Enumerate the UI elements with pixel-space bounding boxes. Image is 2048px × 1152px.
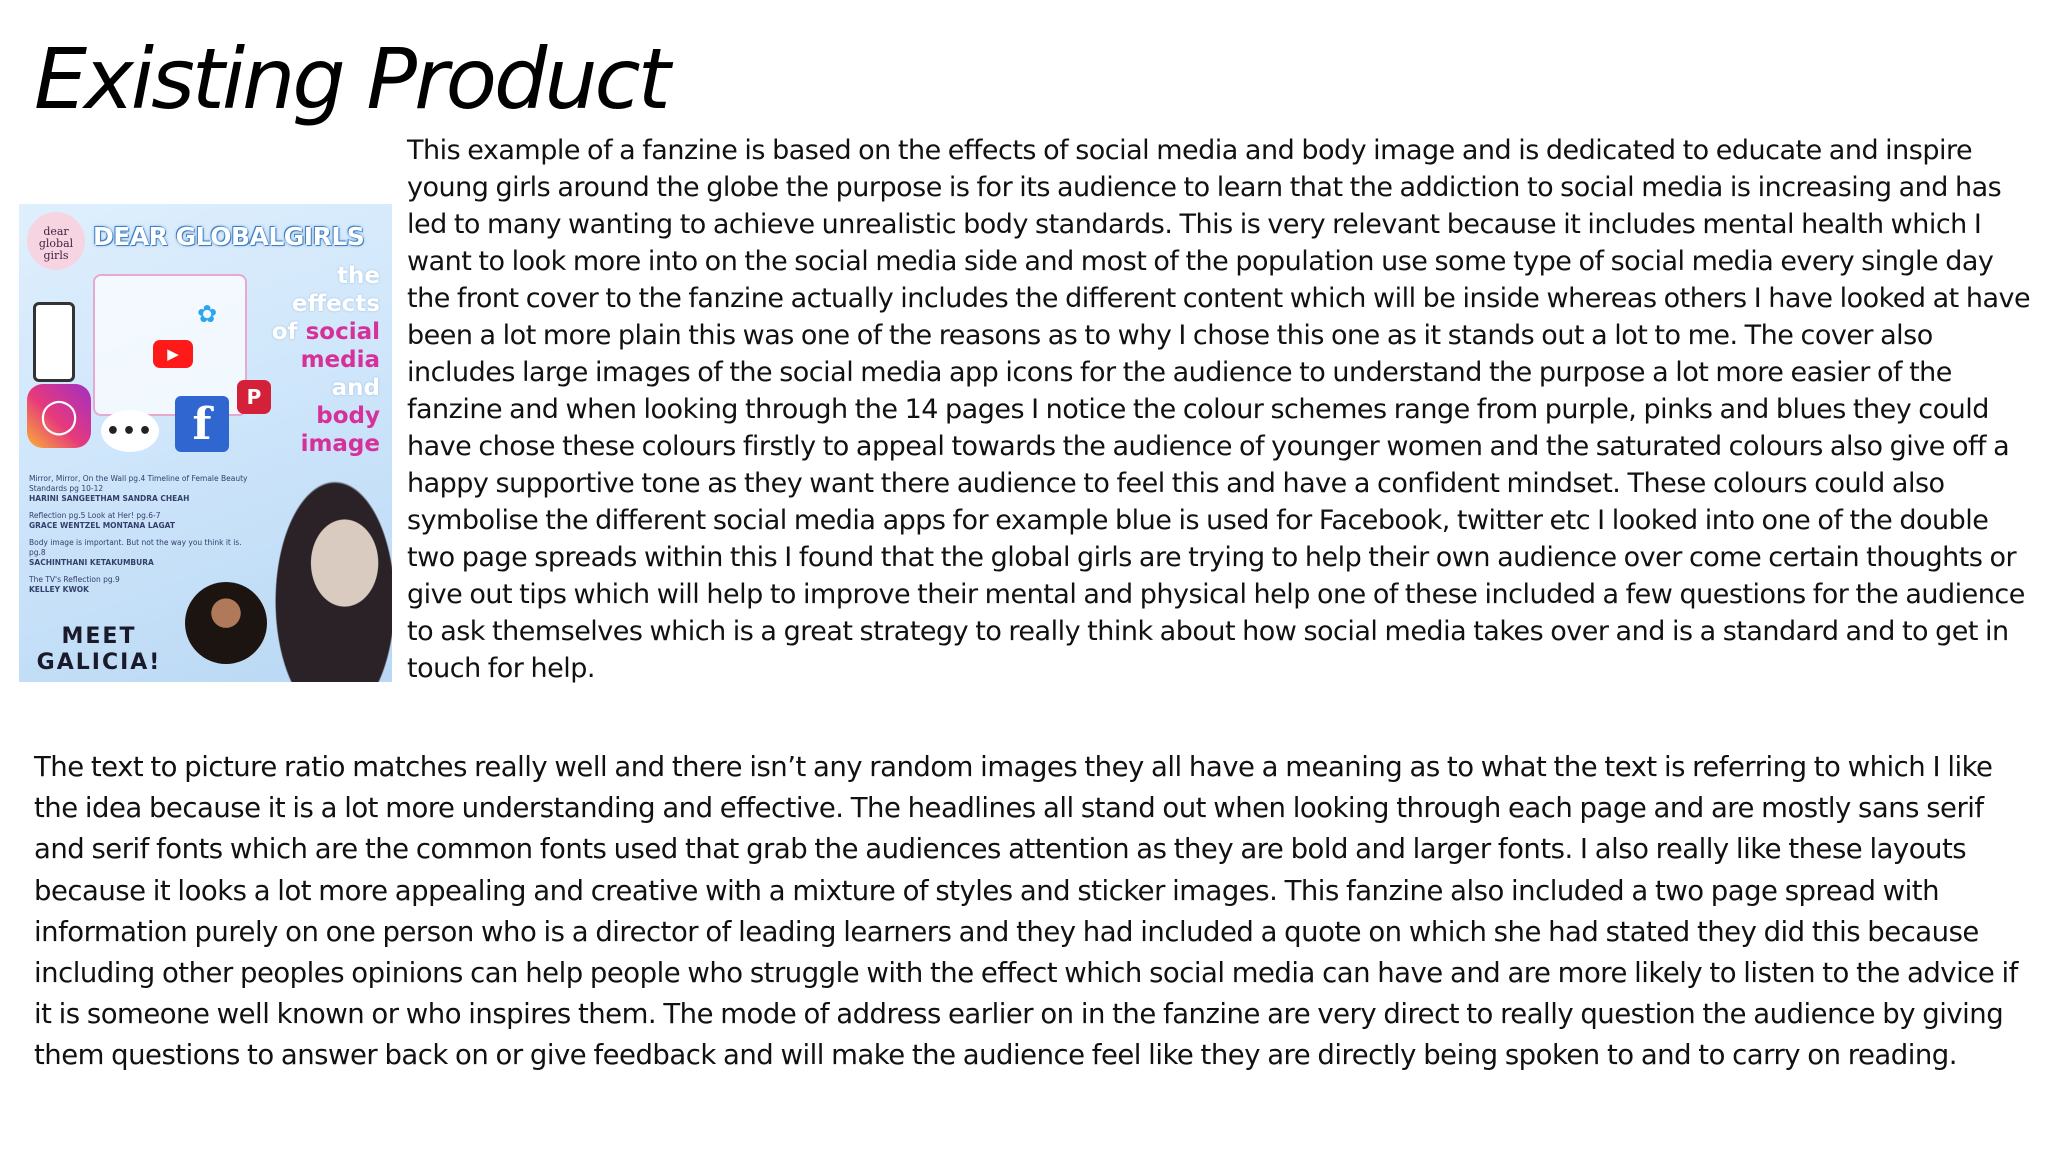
youtube-icon: ▶ bbox=[153, 340, 193, 368]
twitter-icon: ✿ bbox=[196, 300, 218, 328]
phone-icon bbox=[33, 302, 75, 382]
meet-galicia-label: MEET GALICIA! bbox=[36, 624, 162, 675]
fanzine-contents: Mirror, Mirror, On the Wall pg.4 Timeline of Female Beauty Standards pg 10-12 HARINI SANGEETHAM SANDRA CHEAH Reflection pg.5 Look at Her! pg.6-7 GRACE WENTZEL MONTANA LAGAT Body image is important. But not the way you think it is. pg.8 SACHINTHANI KETAKUMBURA The TV's Reflection pg.9 KELLEY KWOK bbox=[29, 474, 248, 594]
analysis-paragraph: The text to picture ratio matches really well and there isn’t any random images they all have a meaning as to what the text is referring to which I like the idea because it is a lot more understanding and effective. The headlines all stand out when looking through each page and are mostly sans serif and serif fonts which are the common fonts used that grab the audiences attention as they are bold and larger fonts. I also really like these layouts because it looks a lot more appealing and creative with a mixture of styles and sticker images. This fanzine also included a two page spread with information purely on one person who is a director of leading learners and they had included a quote on which she had stated they did this because including other peoples opinions can help people who struggle with the effect which social media can have and are more likely to listen to the advice if it is someone well known or who inspires them. The mode of address earlier on in the fanzine are very direct to really question the audience by giving them questions to answer back on or give feedback and will make the audience feel like they are directly being spoken to and to carry on reading. bbox=[34, 751, 2018, 1072]
fanzine-title: DEAR GLOBALGIRLS bbox=[93, 222, 365, 251]
instagram-icon: ◯ bbox=[27, 384, 91, 448]
more-dots-icon: ••• bbox=[101, 410, 159, 452]
facebook-icon: f bbox=[175, 396, 229, 452]
fanzine-subtitle: the effects of social media and body image bbox=[271, 263, 380, 457]
pinterest-icon: P bbox=[237, 380, 271, 414]
fanzine-cover-image bbox=[19, 204, 392, 682]
intro-paragraph: This example of a fanzine is based on the effects of social media and body image and is dedicated to educate and inspire young girls around the globe the purpose is for its audience to learn that the addiction to social media is increasing and has led to many wanting to achieve unrealistic body standards. This is very relevant because it includes mental health which I want to look more into on the social media side and most of the population use some type of social media every single day the front cover to the fanzine actually includes the different content which will be inside whereas others I have looked at have been a lot more plain this was one of the reasons as to why I chose this one as it stands out a lot to me. The cover also includes large images of the social media app icons for the audience to understand the purpose a lot more easier of the fanzine and when looking through the 14 pages I notice the colour schemes range from purple, pinks and blues they could have chose these colours firstly to appeal towards the audience of younger women and the saturated colours also give off a happy supportive tone as they want there audience to feel this and have a confident mindset. These colours could also symbolise the different social media apps for example blue is used for Facebook, twitter etc I looked into one of the double two page spreads within this I found that the global girls are trying to help their own audience over come certain thoughts or give out tips which will help to improve their mental and physical help one of these included a few questions for the audience to ask themselves which is a great strategy to really think about how social media takes over and is a standard and to get in touch for help. bbox=[407, 135, 2031, 684]
fanzine-logo: dear global girls bbox=[27, 212, 85, 270]
girl-illustration bbox=[275, 474, 392, 682]
slide-title: Existing Product bbox=[34, 30, 668, 128]
galicia-avatar bbox=[185, 582, 267, 664]
